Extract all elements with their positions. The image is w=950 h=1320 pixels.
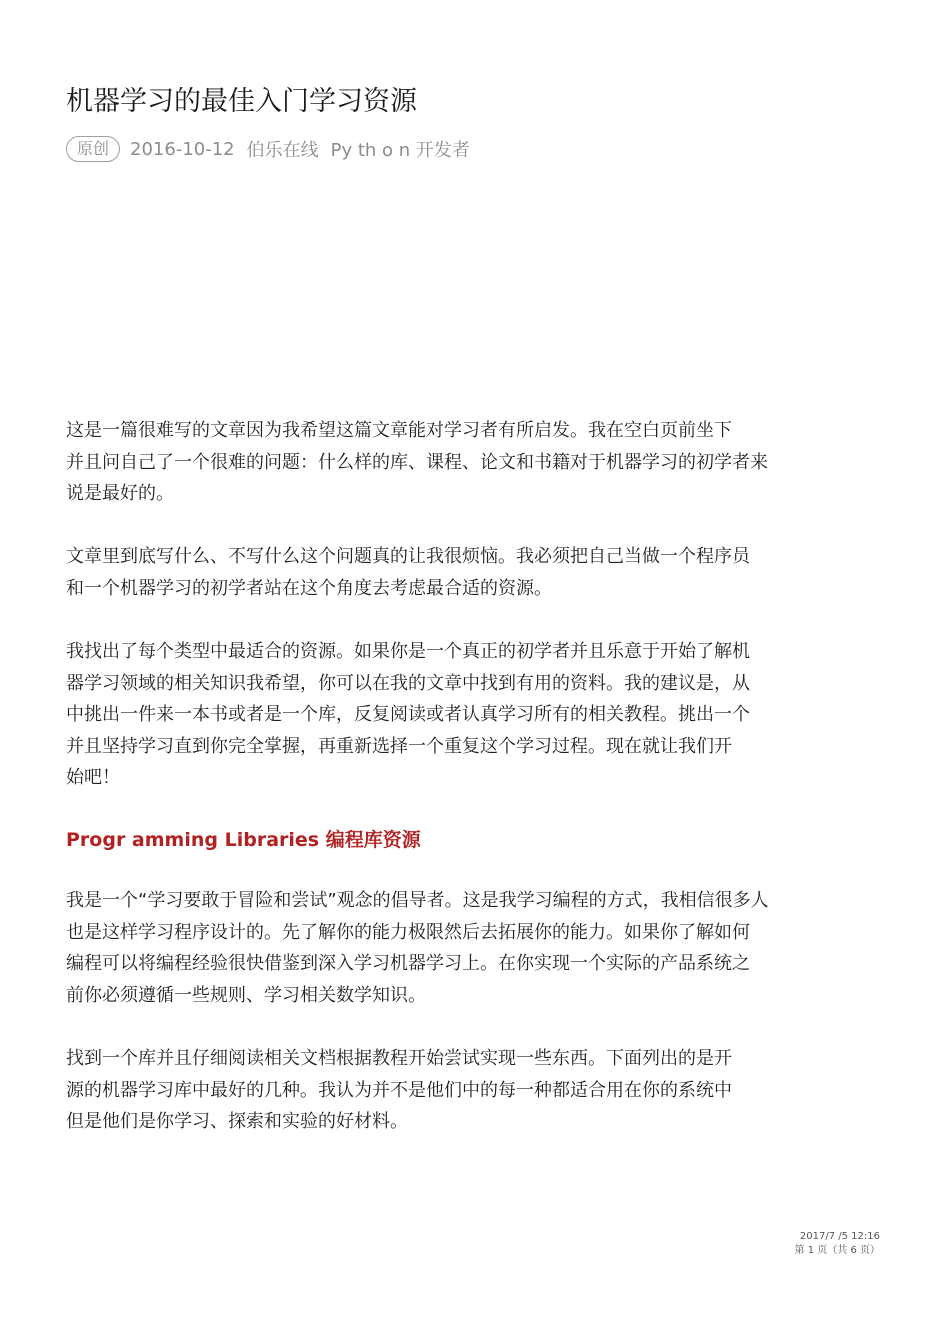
paragraph-line: 源的机器学习库中最好的几种。我认为并不是他们中的每一种都适合用在你的系统中 [66, 1079, 732, 1101]
paragraph-line: 和一个机器学习的初学者站在这个角度去考虑最合适的资源。 [66, 577, 552, 599]
original-badge: 原创 [66, 136, 120, 162]
source-category: Py th o n 开发者 [330, 140, 470, 161]
paragraph-line: 器学习领域的相关知识我希望，你可以在我的文章中找到有用的资料。我的建议是，从 [66, 672, 750, 694]
paragraph-line: 始吧！ [66, 767, 120, 788]
intro-paragraph-1 [66, 415, 856, 510]
source-name: 伯乐在线 [246, 140, 319, 161]
section-paragraph-2 [66, 1043, 856, 1138]
paragraph-line: 但是他们是你学习、探索和实验的好材料。 [66, 1111, 408, 1132]
section-heading: Progr amming Libraries 编程库资源 [66, 829, 421, 851]
intro-paragraph-3 [66, 636, 856, 794]
paragraph-line: 并且坚持学习直到你完全掌握，再重新选择一个重复这个学习过程。现在就让我们开 [66, 735, 732, 757]
paragraph-line: 也是这样学习程序设计的。先了解你的能力极限然后去拓展你的能力。如果你了解如何 [66, 921, 750, 943]
paragraph-line: 这是一篇很难写的文章因为我希望这篇文章能对学习者有所启发。我在空白页前坐下 [66, 420, 732, 441]
page-number: 第 1 页（共 6 页） [794, 1245, 880, 1256]
paragraph-line: 前你必须遵循一些规则、学习相关数学知识。 [66, 984, 426, 1006]
paragraph-line: 中挑出一件来一本书或者是一个库，反复阅读或者认真学习所有的相关教程。挑出一个 [66, 704, 750, 725]
paragraph-line: 说是最好的。 [66, 483, 174, 504]
intro-paragraph-2 [66, 541, 856, 604]
paragraph-line: 编程可以将编程经验很快借鉴到深入学习机器学习上。在你实现一个实际的产品系统之 [66, 953, 750, 974]
paragraph-line: 并且问自己了一个很难的问题：什么样的库、课程、论文和书籍对于机器学习的初学者来 [66, 451, 768, 473]
article-title: 机器学习的最佳入门学习资源 [66, 86, 417, 117]
article-meta [66, 134, 470, 164]
page-footer [770, 1230, 880, 1258]
paragraph-line: 找到一个库并且仔细阅读相关文档根据教程开始尝试实现一些东西。下面列出的是开 [66, 1048, 732, 1069]
paragraph-line: 文章里到底写什么、不写什么这个问题真的让我很烦恼。我必须把自己当做一个程序员 [66, 546, 750, 567]
paragraph-line: 我找出了每个类型中最适合的资源。如果你是一个真正的初学者并且乐意于开始了解机 [66, 641, 750, 662]
paragraph-line: 我是一个“学习要敢于冒险和尝试”观念的倡导者。这是我学习编程的方式，我相信很多人 [66, 890, 769, 911]
section-paragraph-1 [66, 885, 856, 1011]
publish-date: 2016-10-12 [130, 138, 235, 160]
print-timestamp: 2017/7 /5 12:16 [799, 1231, 880, 1242]
